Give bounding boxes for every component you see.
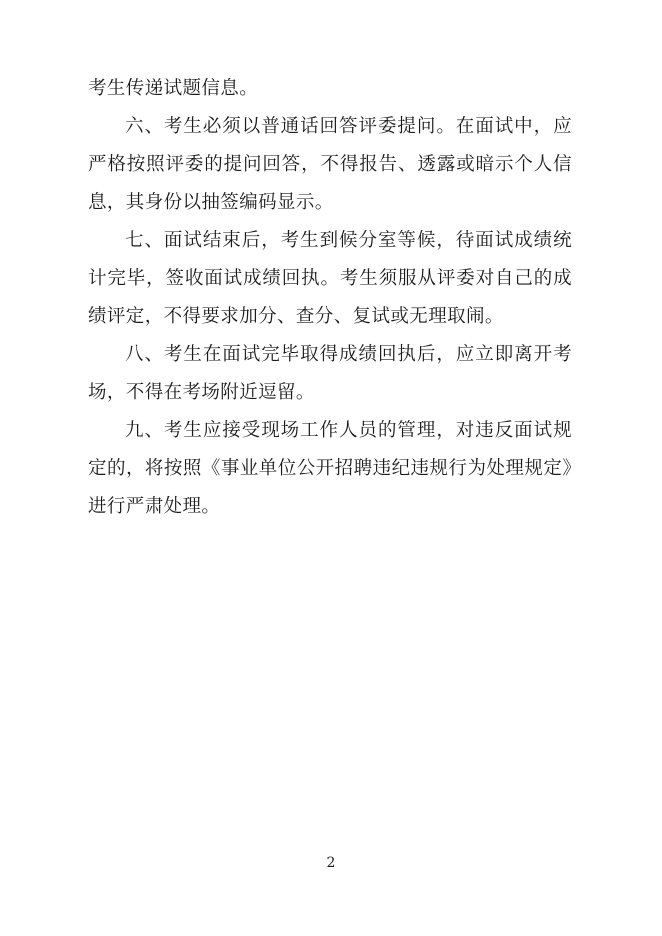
document-body [88,70,572,526]
page-number: 2 [326,855,336,871]
paragraph: 八、考生在面试完毕取得成绩回执后，应立即离开考场，不得在考场附近逗留。 [88,344,572,403]
paragraph: 七、面试结束后，考生到候分室等候，待面试成绩统计完毕，签收面试成绩回执。考生须服从评委对自己的成绩评定，不得要求加分、查分、复试或无理取闹。 [88,230,572,327]
paragraph: 考生传递试题信息。 [88,78,259,99]
paragraph: 六、考生必须以普通话回答评委提问。在面试中，应严格按照评委的提问回答，不得报告、透露或暗示个人信息，其身份以抽签编码显示。 [88,116,572,213]
paragraph: 九、考生应接受现场工作人员的管理，对违反面试规定的，将按照《事业单位公开招聘违纪违规行为处理规定》进行严肃处理。 [88,420,572,517]
